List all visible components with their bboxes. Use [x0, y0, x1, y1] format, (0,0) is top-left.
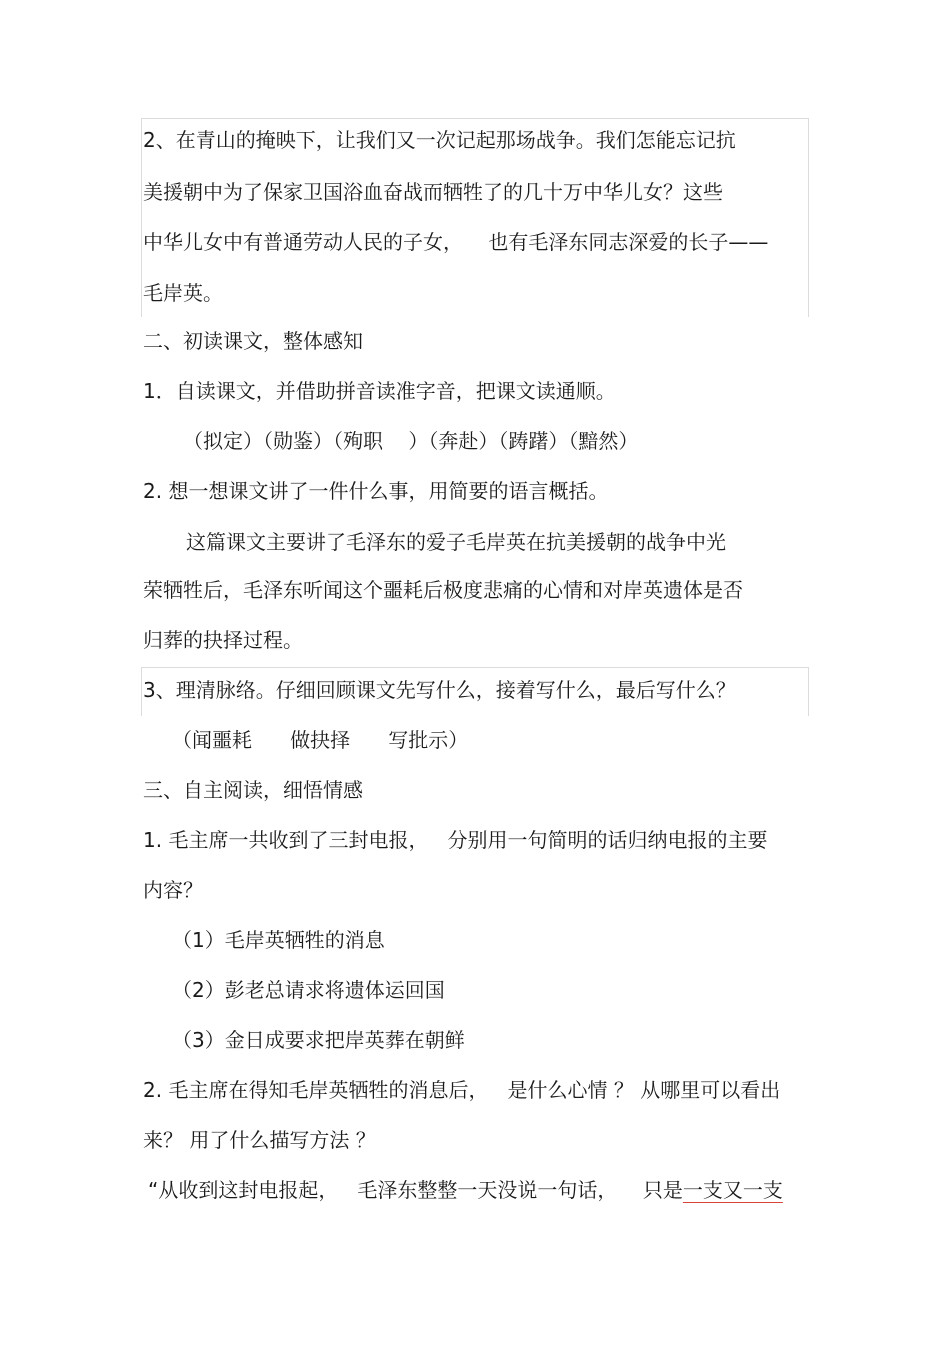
question-2: 2. 毛主席在得知毛岸英牺牲的消息后， 是什么心情 ？ 从哪里可以看出 [143, 1078, 781, 1102]
paragraph-line: 毛岸英。 [143, 281, 223, 305]
paragraph-line: 美援朝中为了保家卫国浴血奋战而牺牲了的几十万中华儿女？这些 [143, 180, 723, 204]
list-item: （2）彭老总请求将遗体运回国 [172, 978, 445, 1002]
answer-line: 这篇课文主要讲了毛泽东的爱子毛岸英在抗美援朝的战争中光 [186, 530, 726, 554]
answer-line: 荣牺牲后，毛泽东听闻这个噩耗后极度悲痛的心情和对岸英遗体是否 [143, 578, 743, 602]
question-3: 3、理清脉络。仔细回顾课文先写什么，接着写什么，最后写什么？ [143, 678, 736, 702]
answer-outline: （闻噩耗 做抉择 写批示） [172, 728, 469, 752]
question-1-continued: 内容？ [143, 878, 203, 902]
question-2: 2. 想一想课文讲了一件什么事，用简要的语言概括。 [143, 479, 609, 503]
quote-text: “从收到这封电报起， 毛泽东整整一天没说一句话， 只是 [148, 1178, 683, 1202]
paragraph-line: 中华儿女中有普通劳动人民的子女， 也有毛泽东同志深爱的长子—— [143, 230, 769, 254]
question-1: 1. 毛主席一共收到了三封电报， 分别用一句简明的话归纳电报的主要 [143, 828, 768, 852]
answer-line: 归葬的抉择过程。 [143, 628, 303, 652]
list-item: （1）毛岸英牺牲的消息 [172, 928, 385, 952]
list-item: （3）金日成要求把岸英葬在朝鲜 [172, 1028, 465, 1052]
question-2-continued: 来？ 用了什么描写方法 ？ [143, 1128, 376, 1152]
section-heading: 二、初读课文，整体感知 [143, 329, 363, 353]
section-heading: 三、自主阅读，细悟情感 [143, 778, 363, 802]
paragraph-line: 2、在青山的掩映下，让我们又一次记起那场战争。我们怎能忘记抗 [143, 128, 736, 152]
vocabulary-list: （拟定）（勋鉴）（殉职 ）（奔赴）（踌躇）（黯然） [183, 429, 639, 453]
question-1: 1．自读课文，并借助拼音读准字音，把课文读通顺。 [143, 379, 616, 403]
quote-line [148, 1176, 783, 1204]
underlined-phrase: 一支又一支 [682, 1178, 783, 1202]
